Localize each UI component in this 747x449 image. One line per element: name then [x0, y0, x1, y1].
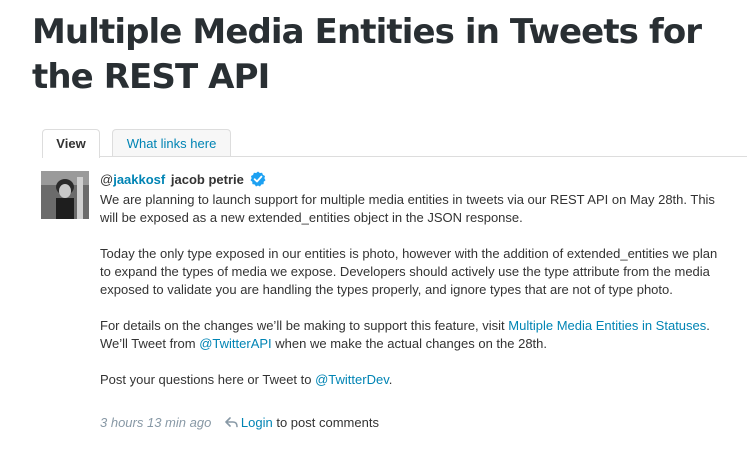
author-name: jacob petrie: [170, 172, 244, 187]
post-meta: [100, 414, 379, 433]
tab-bar: [42, 129, 747, 157]
paragraph-3-text-mid: . We’ll Tweet from: [100, 318, 710, 351]
verified-badge-icon: [250, 171, 266, 192]
post-body: [100, 171, 730, 407]
paragraph-4-text-end: .: [388, 372, 393, 387]
reply-arrow-icon: [225, 415, 238, 433]
page-title: Multiple Media Entities in Tweets for the REST API: [32, 12, 702, 97]
tab-view[interactable]: View: [42, 129, 100, 158]
post-author: [100, 171, 730, 189]
paragraph-3-text-end: when we make the actual changes on the 28th.: [271, 336, 548, 351]
post-timestamp: 3 hours 13 min ago: [100, 415, 212, 430]
login-link[interactable]: Login: [240, 415, 273, 430]
paragraph-3-text: For details on the changes we’ll be making to support this feature, visit: [100, 318, 509, 333]
paragraph-4-text: Post your questions here or Tweet to: [100, 372, 316, 387]
author-at: @: [100, 172, 114, 187]
post-comments-text: to post comments: [272, 415, 379, 430]
twitterapi-link[interactable]: @TwitterAPI: [199, 336, 272, 351]
post-paragraph-4: [100, 371, 730, 389]
twitterdev-link[interactable]: @TwitterDev: [315, 372, 389, 387]
post-paragraph-1: We are planning to launch support for multiple media entities in tweets via our REST API on May 28th. This will be exposed as a new extended_entities object in the JSON response.: [100, 192, 715, 225]
post-paragraph-3: [100, 317, 730, 353]
tab-what-links-here[interactable]: What links here: [112, 129, 231, 156]
multiple-media-entities-link[interactable]: Multiple Media Entities in Statuses: [508, 318, 707, 333]
avatar[interactable]: [41, 171, 89, 219]
post-paragraph-2: Today the only type exposed in our entities is photo, however with the addition of extended_entities we plan to expand the types of media we expose. Developers should actively use the type attribute from the media exposed to validate you are handling the types properly, and ignore types that are not of type photo.: [100, 246, 718, 297]
author-handle-link[interactable]: jaakkosf: [113, 172, 166, 187]
